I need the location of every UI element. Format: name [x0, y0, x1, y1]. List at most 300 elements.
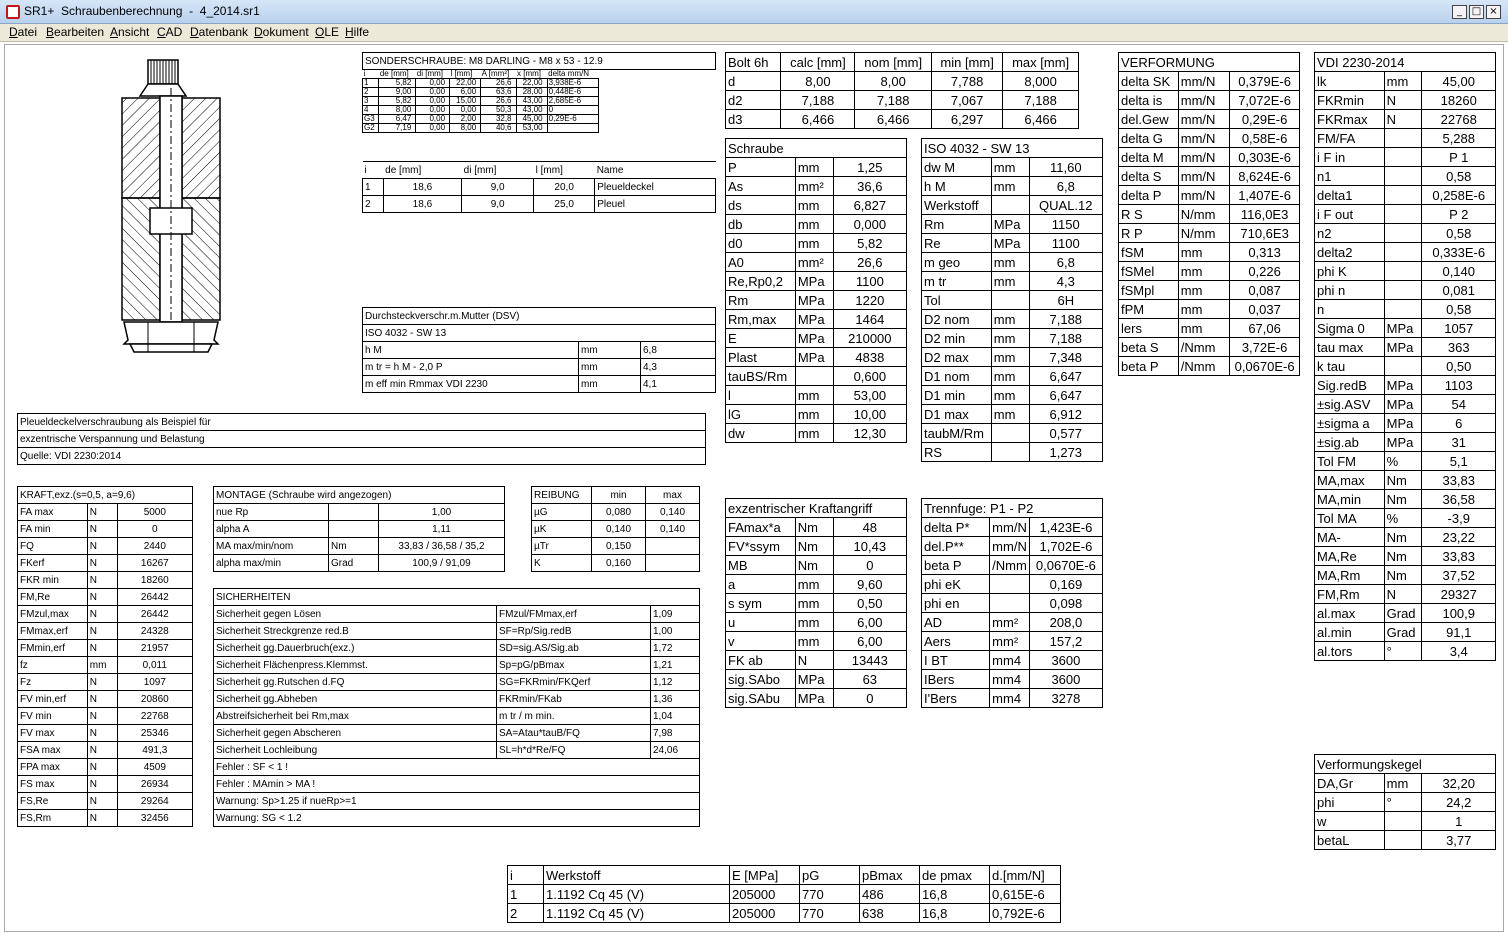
table-row[interactable]: [726, 518, 907, 537]
table-row[interactable]: [1315, 566, 1496, 585]
table-cell: 3,77: [1422, 831, 1496, 850]
table-cell: i F in: [1315, 148, 1385, 167]
table-cell: 1.1192 Cq 45 (V): [544, 885, 730, 904]
table-cell: 16,8: [920, 904, 990, 923]
table-row[interactable]: [363, 179, 716, 196]
table-cell: 8,00: [781, 72, 855, 91]
table-row[interactable]: [214, 674, 700, 691]
table-row[interactable]: [1119, 281, 1300, 300]
col-header: de pmax: [920, 866, 990, 885]
table-cell: 8,624E-6: [1230, 167, 1300, 186]
menu-ole[interactable]: OLE: [315, 25, 340, 39]
table-cell: mm²: [990, 613, 1030, 632]
table-row[interactable]: [726, 253, 907, 272]
table-row[interactable]: [922, 613, 1103, 632]
table-cell: FKerf: [18, 555, 88, 572]
table-row[interactable]: [18, 606, 193, 623]
table-cell: Rm: [922, 215, 992, 234]
table-row[interactable]: [922, 594, 1103, 613]
warning-row[interactable]: [214, 776, 700, 793]
table-row[interactable]: [922, 348, 1103, 367]
table-row[interactable]: [363, 342, 716, 359]
table-row[interactable]: [1315, 528, 1496, 547]
table-row[interactable]: [1119, 357, 1300, 376]
table-row[interactable]: [922, 443, 1103, 462]
table-cell: 5,82: [379, 97, 416, 106]
app-icon[interactable]: [6, 5, 20, 19]
table-cell: N: [87, 538, 117, 555]
table-row[interactable]: [1119, 338, 1300, 357]
table-cell: mm/N: [990, 518, 1030, 537]
table-cell: 8,00: [450, 124, 481, 133]
table-cell: FAmax*a: [726, 518, 796, 537]
table-row[interactable]: [18, 674, 193, 691]
table-row[interactable]: [18, 708, 193, 725]
window-title: SR1+ Schraubenberechnung - 4_2014.sr1: [24, 4, 260, 18]
table-row[interactable]: [726, 291, 907, 310]
table-row[interactable]: [1119, 186, 1300, 205]
table-row[interactable]: [922, 518, 1103, 537]
warning-row[interactable]: [214, 810, 700, 827]
table-cell: µK: [532, 521, 592, 538]
table-row[interactable]: [18, 759, 193, 776]
table-row[interactable]: [726, 72, 1079, 91]
table-cell: Sicherheit Flächenpress.Klemmst.: [214, 657, 497, 674]
table-cell: k tau: [1315, 357, 1385, 376]
table-row[interactable]: [1119, 129, 1300, 148]
table-row[interactable]: [18, 414, 706, 431]
table-row[interactable]: [1315, 319, 1496, 338]
table-row[interactable]: [726, 158, 907, 177]
table-row[interactable]: [922, 272, 1103, 291]
table-cell: delta P*: [922, 518, 990, 537]
table-row[interactable]: [1119, 224, 1300, 243]
table-row[interactable]: [1315, 414, 1496, 433]
table-row[interactable]: [726, 215, 907, 234]
table-row[interactable]: [214, 538, 505, 555]
table-cell: N: [795, 651, 833, 670]
maximize-button[interactable]: □: [1469, 5, 1484, 19]
table-row[interactable]: [726, 651, 907, 670]
table-row[interactable]: [726, 632, 907, 651]
table-cell: 24,2: [1422, 793, 1496, 812]
table-cell: FV*ssym: [726, 537, 796, 556]
table-cell: mm/N: [1178, 129, 1229, 148]
table-row[interactable]: [532, 504, 700, 521]
table-cell: 0,58: [1422, 300, 1496, 319]
table-cell: beta P: [922, 556, 990, 575]
table-cell: N: [87, 504, 117, 521]
table-row[interactable]: [922, 386, 1103, 405]
table-row[interactable]: [214, 521, 505, 538]
table-row[interactable]: [922, 215, 1103, 234]
table-cell: mm/N: [1178, 110, 1229, 129]
kraft-table: [17, 486, 193, 827]
table-row[interactable]: [1315, 604, 1496, 623]
table-cell: 15,00: [450, 97, 481, 106]
table-cell: 10,43: [833, 537, 906, 556]
table-row[interactable]: [726, 110, 1079, 129]
table-row[interactable]: [922, 537, 1103, 556]
table-cell: 26934: [117, 776, 192, 793]
table-cell: 7,19: [379, 124, 416, 133]
minimize-button[interactable]: _: [1452, 5, 1467, 19]
table-row[interactable]: [1315, 224, 1496, 243]
table-row[interactable]: [363, 106, 599, 115]
table-row[interactable]: [922, 329, 1103, 348]
table-row[interactable]: [922, 556, 1103, 575]
table-cell: al.max: [1315, 604, 1385, 623]
table-row[interactable]: [214, 555, 505, 572]
table-cell: mm: [991, 272, 1029, 291]
table-cell: FS,Re: [18, 793, 88, 810]
table-row[interactable]: [1315, 831, 1496, 850]
table-cell: 0,140: [1422, 262, 1496, 281]
table-row[interactable]: [726, 670, 907, 689]
table-cell: 0,037: [1230, 300, 1300, 319]
table-row[interactable]: [922, 253, 1103, 272]
table-cell: MPa: [1384, 319, 1422, 338]
table-cell: 7,98: [651, 725, 700, 742]
table-row[interactable]: [363, 325, 716, 342]
table-cell: 8,00: [379, 106, 416, 115]
table-cell: N: [87, 674, 117, 691]
table-cell: MPa: [1384, 395, 1422, 414]
table-cell: 22,00: [516, 79, 547, 88]
menu-bearbeiten[interactable]: Bearbeiten: [46, 25, 105, 39]
table-cell: 0,50: [833, 594, 906, 613]
reibung-table: [531, 486, 700, 572]
table-cell: MPa: [991, 215, 1029, 234]
table-cell: Re: [922, 234, 992, 253]
table-row[interactable]: [922, 196, 1103, 215]
note-line: exzentrische Verspannung und Belastung: [18, 431, 706, 448]
table-cell: °: [1384, 642, 1422, 661]
table-row[interactable]: [1315, 148, 1496, 167]
table-cell: mm: [991, 253, 1029, 272]
table-cell: mm: [795, 594, 833, 613]
table-row[interactable]: [363, 359, 716, 376]
table-row[interactable]: [726, 405, 907, 424]
table-row[interactable]: [363, 124, 599, 133]
table-row[interactable]: [363, 79, 599, 88]
table-row[interactable]: [1315, 433, 1496, 452]
table-row[interactable]: [922, 310, 1103, 329]
table-row[interactable]: [532, 521, 700, 538]
table-row[interactable]: [922, 367, 1103, 386]
col-header: pG: [800, 866, 860, 885]
table-row[interactable]: [922, 632, 1103, 651]
table-cell: mm/N: [990, 537, 1030, 556]
table-cell: 0,258E-6: [1422, 186, 1496, 205]
table-row[interactable]: [1315, 167, 1496, 186]
menu-datei[interactable]: Datei: [9, 25, 38, 39]
table-cell: P: [726, 158, 796, 177]
table-row[interactable]: [1315, 471, 1496, 490]
table-cell: 28,00: [516, 88, 547, 97]
table-row[interactable]: [922, 651, 1103, 670]
table-cell: MPa: [795, 329, 833, 348]
table-row[interactable]: [363, 88, 599, 97]
table-row[interactable]: [726, 556, 907, 575]
col-header: x [mm]: [516, 70, 547, 79]
close-button[interactable]: ×: [1486, 5, 1501, 19]
table-row[interactable]: [18, 742, 193, 759]
table-cell: D1 max: [922, 405, 992, 424]
table-row[interactable]: [922, 670, 1103, 689]
table-row[interactable]: [532, 538, 700, 555]
table-row[interactable]: [922, 158, 1103, 177]
table-row[interactable]: [922, 291, 1103, 310]
table-cell: 638: [860, 904, 920, 923]
table-row[interactable]: [1119, 91, 1300, 110]
table-cell: DA,Gr: [1315, 774, 1385, 793]
table-cell: mm: [1178, 281, 1229, 300]
table-cell: Sicherheit Lochleibung: [214, 742, 497, 759]
table-cell: phi en: [922, 594, 990, 613]
table-cell: 0,50: [1422, 357, 1496, 376]
table-row[interactable]: [1119, 262, 1300, 281]
table-row[interactable]: [726, 367, 907, 386]
table-cell: N: [87, 793, 117, 810]
table-cell: 1: [363, 179, 384, 196]
table-row[interactable]: [1315, 812, 1496, 831]
table-row[interactable]: [363, 376, 716, 393]
table-row[interactable]: [18, 431, 706, 448]
table-row[interactable]: [214, 623, 700, 640]
table-row[interactable]: [1315, 357, 1496, 376]
table-row[interactable]: [1315, 452, 1496, 471]
table-cell: K: [532, 555, 592, 572]
table-cell: N: [87, 606, 117, 623]
table-row[interactable]: [922, 575, 1103, 594]
menu-dokument[interactable]: Dokument: [254, 25, 309, 39]
table-row[interactable]: [1315, 91, 1496, 110]
table-row[interactable]: [726, 329, 907, 348]
table-row[interactable]: [1119, 110, 1300, 129]
table-cell: Aers: [922, 632, 990, 651]
table-cell: 1464: [833, 310, 906, 329]
table-cell: 1150: [1029, 215, 1102, 234]
table-cell: 1: [363, 79, 379, 88]
table-row[interactable]: [922, 177, 1103, 196]
table-row[interactable]: [726, 594, 907, 613]
table-row[interactable]: [18, 589, 193, 606]
table-row[interactable]: [1119, 243, 1300, 262]
table-row[interactable]: [726, 575, 907, 594]
table-cell: G3: [363, 115, 379, 124]
table-cell: [646, 538, 700, 555]
table-cell: 9,0: [462, 179, 534, 196]
table-row[interactable]: [508, 904, 1061, 923]
table-row[interactable]: [18, 623, 193, 640]
table-row[interactable]: [18, 640, 193, 657]
table-row[interactable]: [1119, 205, 1300, 224]
table-cell: 5000: [117, 504, 192, 521]
table-row[interactable]: [1315, 281, 1496, 300]
table-row[interactable]: [1315, 623, 1496, 642]
table-row[interactable]: [1315, 774, 1496, 793]
table-cell: Nm: [1384, 490, 1422, 509]
table-row[interactable]: [363, 115, 599, 124]
col-header: nom [mm]: [855, 53, 932, 72]
table-row[interactable]: [726, 91, 1079, 110]
table-row[interactable]: [18, 691, 193, 708]
table-cell: 2440: [117, 538, 192, 555]
table-row[interactable]: [1119, 300, 1300, 319]
table-row[interactable]: [1119, 148, 1300, 167]
table-row[interactable]: [1315, 186, 1496, 205]
table-row[interactable]: [1315, 395, 1496, 414]
col-header: max [mm]: [1003, 53, 1079, 72]
table-row[interactable]: [1315, 243, 1496, 262]
table-row[interactable]: [1315, 490, 1496, 509]
table-row[interactable]: [726, 689, 907, 708]
table-row[interactable]: [1315, 642, 1496, 661]
table-cell: N: [87, 776, 117, 793]
table-cell: 2: [508, 904, 544, 923]
table-row[interactable]: [363, 308, 716, 325]
table-cell: 9,0: [462, 196, 534, 213]
table-cell: 7,188: [1003, 91, 1079, 110]
table-row[interactable]: [726, 424, 907, 443]
table-row[interactable]: [18, 657, 193, 674]
table-row[interactable]: [1315, 262, 1496, 281]
table-row[interactable]: [214, 708, 700, 725]
menu-cad[interactable]: CAD: [157, 25, 183, 39]
table-row[interactable]: [214, 725, 700, 742]
table-row[interactable]: [726, 348, 907, 367]
table-row[interactable]: [1315, 72, 1496, 91]
table-row[interactable]: [726, 177, 907, 196]
table-row[interactable]: [508, 885, 1061, 904]
table-cell: delta1: [1315, 186, 1385, 205]
table-cell: 2,00: [450, 115, 481, 124]
table-row[interactable]: [726, 310, 907, 329]
table-row[interactable]: [1315, 205, 1496, 224]
table-row[interactable]: [214, 640, 700, 657]
table-row[interactable]: [1315, 376, 1496, 395]
table-cell: RS: [922, 443, 992, 462]
table-cell: MPa: [1384, 414, 1422, 433]
table-cell: FV min,erf: [18, 691, 88, 708]
menu-hilfe[interactable]: Hilfe: [345, 25, 370, 39]
table-row[interactable]: [1315, 110, 1496, 129]
table-cell: MB: [726, 556, 796, 575]
table-row[interactable]: [363, 97, 599, 106]
table-row[interactable]: [1119, 167, 1300, 186]
table-cell: Re,Rp0,2: [726, 272, 796, 291]
menu-ansicht[interactable]: Ansicht: [110, 25, 150, 39]
table-cell: Sicherheit gg.Rutschen d.FQ: [214, 674, 497, 691]
table-cell: 9,60: [833, 575, 906, 594]
table-cell: FMzul/FMmax,erf: [497, 606, 651, 623]
warning-row[interactable]: [214, 759, 700, 776]
table-cell: Rm,max: [726, 310, 796, 329]
table-row[interactable]: [1315, 547, 1496, 566]
col-header: delta mm/N: [547, 70, 598, 79]
iso-4032-nut-table: [921, 138, 1103, 462]
table-row[interactable]: [922, 689, 1103, 708]
table-cell: mm: [795, 234, 833, 253]
table-cell: [1384, 148, 1422, 167]
table-cell: 6,466: [1003, 110, 1079, 129]
table-row[interactable]: [363, 196, 716, 213]
table-cell: Werkstoff: [922, 196, 992, 215]
table-cell: [1384, 831, 1422, 850]
table-cell: 6,912: [1029, 405, 1102, 424]
table-row[interactable]: [1315, 793, 1496, 812]
table-row[interactable]: [726, 537, 907, 556]
table-cell: 50,3: [481, 106, 516, 115]
table-cell: mm: [579, 342, 641, 359]
table-row[interactable]: [1119, 319, 1300, 338]
table-row[interactable]: [18, 725, 193, 742]
table-row[interactable]: [214, 504, 505, 521]
table-cell: 4,1: [641, 376, 716, 393]
table-row[interactable]: [922, 234, 1103, 253]
table-row[interactable]: [1119, 72, 1300, 91]
table-row[interactable]: [214, 657, 700, 674]
table-cell: mm: [795, 386, 833, 405]
table-cell: [1384, 357, 1422, 376]
table-row[interactable]: [18, 504, 193, 521]
table-cell: Sp=pG/pBmax: [497, 657, 651, 674]
table-row[interactable]: [18, 448, 706, 465]
table-row[interactable]: [726, 196, 907, 215]
table-row[interactable]: [726, 386, 907, 405]
table-cell: d0: [726, 234, 796, 253]
table-cell: MPa: [795, 272, 833, 291]
table-row[interactable]: [1315, 129, 1496, 148]
table-row[interactable]: [18, 538, 193, 555]
table-row[interactable]: [1315, 509, 1496, 528]
table-cell: D2 nom: [922, 310, 992, 329]
table-cell: 53,00: [516, 124, 547, 133]
table-row[interactable]: [726, 613, 907, 632]
col-header: Bolt 6h: [726, 53, 781, 72]
table-row[interactable]: [726, 234, 907, 253]
table-row[interactable]: [18, 572, 193, 589]
table-row[interactable]: [214, 691, 700, 708]
table-row[interactable]: [1315, 300, 1496, 319]
table-row[interactable]: [922, 424, 1103, 443]
table-row[interactable]: [922, 405, 1103, 424]
table-row[interactable]: [214, 742, 700, 759]
table-cell: 53,00: [833, 386, 906, 405]
table-row[interactable]: [18, 521, 193, 538]
table-row[interactable]: [532, 555, 700, 572]
table-row[interactable]: [726, 272, 907, 291]
table-row[interactable]: [1315, 338, 1496, 357]
table-row[interactable]: [1315, 585, 1496, 604]
table-cell: N: [87, 742, 117, 759]
table-cell: 1,21: [651, 657, 700, 674]
table-cell: 23,22: [1422, 528, 1496, 547]
table-row[interactable]: [18, 555, 193, 572]
table-cell: 6,466: [855, 110, 932, 129]
table-cell: Nm: [1384, 471, 1422, 490]
table-row[interactable]: [214, 606, 700, 623]
warning-row[interactable]: [214, 793, 700, 810]
table-row[interactable]: [18, 793, 193, 810]
table-cell: 0,00: [450, 106, 481, 115]
table-cell: lG: [726, 405, 796, 424]
note-line: Pleueldeckelverschraubung als Beispiel für: [18, 414, 706, 431]
menu-datenbank[interactable]: Datenbank: [190, 25, 249, 39]
table-row[interactable]: [18, 810, 193, 827]
table-row[interactable]: [18, 776, 193, 793]
